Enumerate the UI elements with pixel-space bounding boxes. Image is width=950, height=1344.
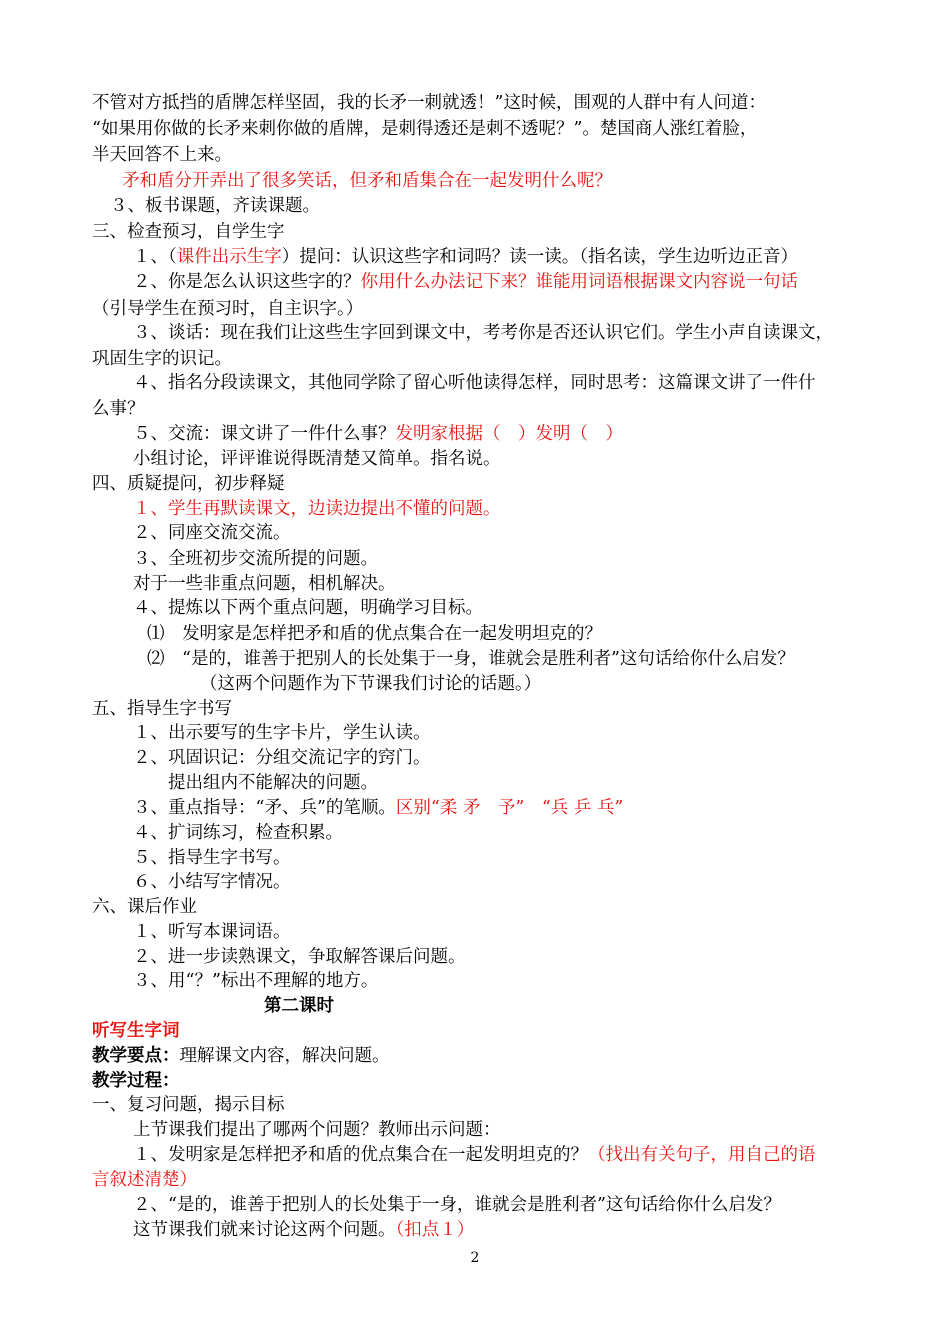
line-text: １、发明家是怎样把矛和盾的优点集合在一起发明坦克的？ [133, 1145, 588, 1165]
text-line [133, 447, 923, 471]
line-text: ４、指名分段读课文，其他同学除了留心听他读得怎样，同时思考：这篇课文讲了一件什 [133, 373, 816, 393]
line-text: 提出组内不能解决的问题。 [168, 773, 378, 793]
line-text: 么事？ [92, 399, 145, 419]
text-line [133, 746, 923, 770]
text-line [92, 347, 882, 371]
text-line [92, 1069, 882, 1093]
text-line [92, 397, 882, 421]
text-line [92, 472, 882, 496]
text-line [92, 895, 882, 919]
text-line [133, 796, 923, 820]
line-text: １、出示要写的生字卡片，学生认读。 [133, 723, 431, 743]
text-line [133, 572, 923, 596]
text-line [92, 297, 882, 321]
highlight-text: （扣点１） [395, 1220, 475, 1240]
highlight-text: 发明家根据（ ）发明（ ） [395, 424, 623, 444]
text-line [133, 870, 923, 894]
line-text: ⑴ 发明家是怎样把矛和盾的优点集合在一起发明坦克的？ [147, 624, 602, 644]
line-text: 小组讨论，评评谁说得既清楚又简单。指名说。 [133, 449, 501, 469]
line-text: ３、用“？”标出不理解的地方。 [133, 971, 379, 991]
text-line [133, 245, 923, 269]
highlight-text: 区别“柔 矛 予” “兵 乒 乓” [395, 798, 624, 818]
text-line [133, 422, 923, 446]
line-text: 教学过程： [92, 1071, 180, 1091]
line-text: 不管对方抵挡的盾牌怎样坚固，我的长矛一刺就透！”这时候，围观的人群中有人问道： [92, 93, 766, 113]
highlight-text: （找出有关句子，用自己的语 [588, 1145, 816, 1165]
text-line [92, 220, 882, 244]
text-line [133, 945, 923, 969]
line-text: 一、复习问题，揭示目标 [92, 1095, 285, 1115]
text-line [133, 1218, 923, 1242]
line-text: ４、提炼以下两个重点问题，明确学习目标。 [133, 598, 483, 618]
line-text: “如果用你做的长矛来刺你做的盾牌，是刺得透还是刺不透呢？”。楚国商人涨红着脸， [92, 119, 758, 139]
text-line [133, 1118, 923, 1142]
line-text: 理解课文内容，解决问题。 [179, 1046, 390, 1066]
line-text: ⑵ “是的，谁善于把别人的长处集于一身，谁就会是胜利者”这句话给你什么启发？ [147, 649, 795, 669]
text-line [133, 846, 923, 870]
text-line [92, 1044, 882, 1068]
line-text: 五、指导生字书写 [92, 699, 232, 719]
line-text: 这节课我们就来讨论这两个问题。 [133, 1220, 396, 1240]
line-text: ３、板书课题，齐读课题。 [110, 196, 320, 216]
line-text: ２、同座交流交流。 [133, 523, 291, 543]
line-text: ５、交流：课文讲了一件什么事？ [133, 424, 396, 444]
line-text: ６、小结写字情况。 [133, 872, 291, 892]
line-text: 半天回答不上来。 [92, 145, 232, 165]
line-text: ２、你是怎么认识这些字的？ [133, 272, 361, 292]
line-text: 四、质疑提问，初步释疑 [92, 474, 285, 494]
text-line [92, 91, 882, 115]
line-text: ３、全班初步交流所提的问题。 [133, 549, 378, 569]
text-line [133, 497, 923, 521]
text-line [133, 1143, 923, 1167]
highlight-text: １、学生再默读课文，边读边提出不懂的问题。 [133, 499, 501, 519]
line-text: 教学要点： [92, 1046, 180, 1066]
line-text: ２、进一步读熟课文，争取解答课后问题。 [133, 947, 466, 967]
text-line [92, 1168, 882, 1192]
line-text: 三、检查预习，自学生字 [92, 222, 285, 242]
text-line [133, 596, 923, 620]
text-line [200, 672, 950, 696]
line-text: ２、巩固识记：分组交流记字的窍门。 [133, 748, 431, 768]
text-line [133, 969, 923, 993]
text-line [133, 321, 923, 345]
text-line [168, 771, 950, 795]
highlight-text: 听写生字词 [92, 1021, 180, 1041]
page-number: 2 [470, 1250, 480, 1266]
line-text: 第二课时 [264, 996, 334, 1016]
text-line [133, 371, 923, 395]
line-text: 对于一些非重点问题，相机解决。 [133, 574, 396, 594]
text-line [122, 169, 912, 193]
line-text: 巩固生字的识记。 [92, 349, 232, 369]
line-text: ３、谈话：现在我们让这些生字回到课文中，考考你是否还认识它们。学生小声自读课文， [133, 323, 833, 343]
text-line [133, 721, 923, 745]
text-line [133, 547, 923, 571]
text-line [133, 521, 923, 545]
highlight-text: 课件出示生字 [176, 247, 282, 267]
text-line [92, 117, 882, 141]
text-line [92, 1019, 882, 1043]
text-line [133, 1193, 923, 1217]
text-line [147, 622, 937, 646]
line-text: （这两个问题作为下节课我们讨论的话题。） [200, 674, 542, 694]
text-line [264, 994, 950, 1018]
text-line [92, 143, 882, 167]
line-text: 上节课我们提出了哪两个问题？教师出示问题： [133, 1120, 501, 1140]
line-text: ）提问：认识这些字和词吗？读一读。（指名读，学生边听边正音） [281, 247, 798, 267]
line-text: ４、扩词练习，检查积累。 [133, 823, 343, 843]
text-line [92, 1093, 882, 1117]
text-line [92, 697, 882, 721]
text-line [110, 194, 900, 218]
line-text: ３、重点指导：“矛、兵”的笔顺。 [133, 798, 396, 818]
text-line [133, 821, 923, 845]
text-line [147, 647, 937, 671]
line-text: 六、课后作业 [92, 897, 197, 917]
text-line [133, 270, 923, 294]
line-text: １、（ [133, 247, 177, 267]
highlight-text: 言叙述清楚） [92, 1170, 197, 1190]
highlight-text: 矛和盾分开弄出了很多笑话，但矛和盾集合在一起发明什么呢？ [122, 171, 612, 191]
text-line [133, 920, 923, 944]
line-text: （引导学生在预习时，自主识字。） [92, 299, 364, 319]
line-text: ２、“是的，谁善于把别人的长处集于一身，谁就会是胜利者”这句话给你什么启发？ [133, 1195, 781, 1215]
line-text: １、听写本课词语。 [133, 922, 291, 942]
line-text: ５、指导生字书写。 [133, 848, 291, 868]
highlight-text: 你用什么办法记下来？谁能用词语根据课文内容说一句话 [360, 272, 798, 292]
